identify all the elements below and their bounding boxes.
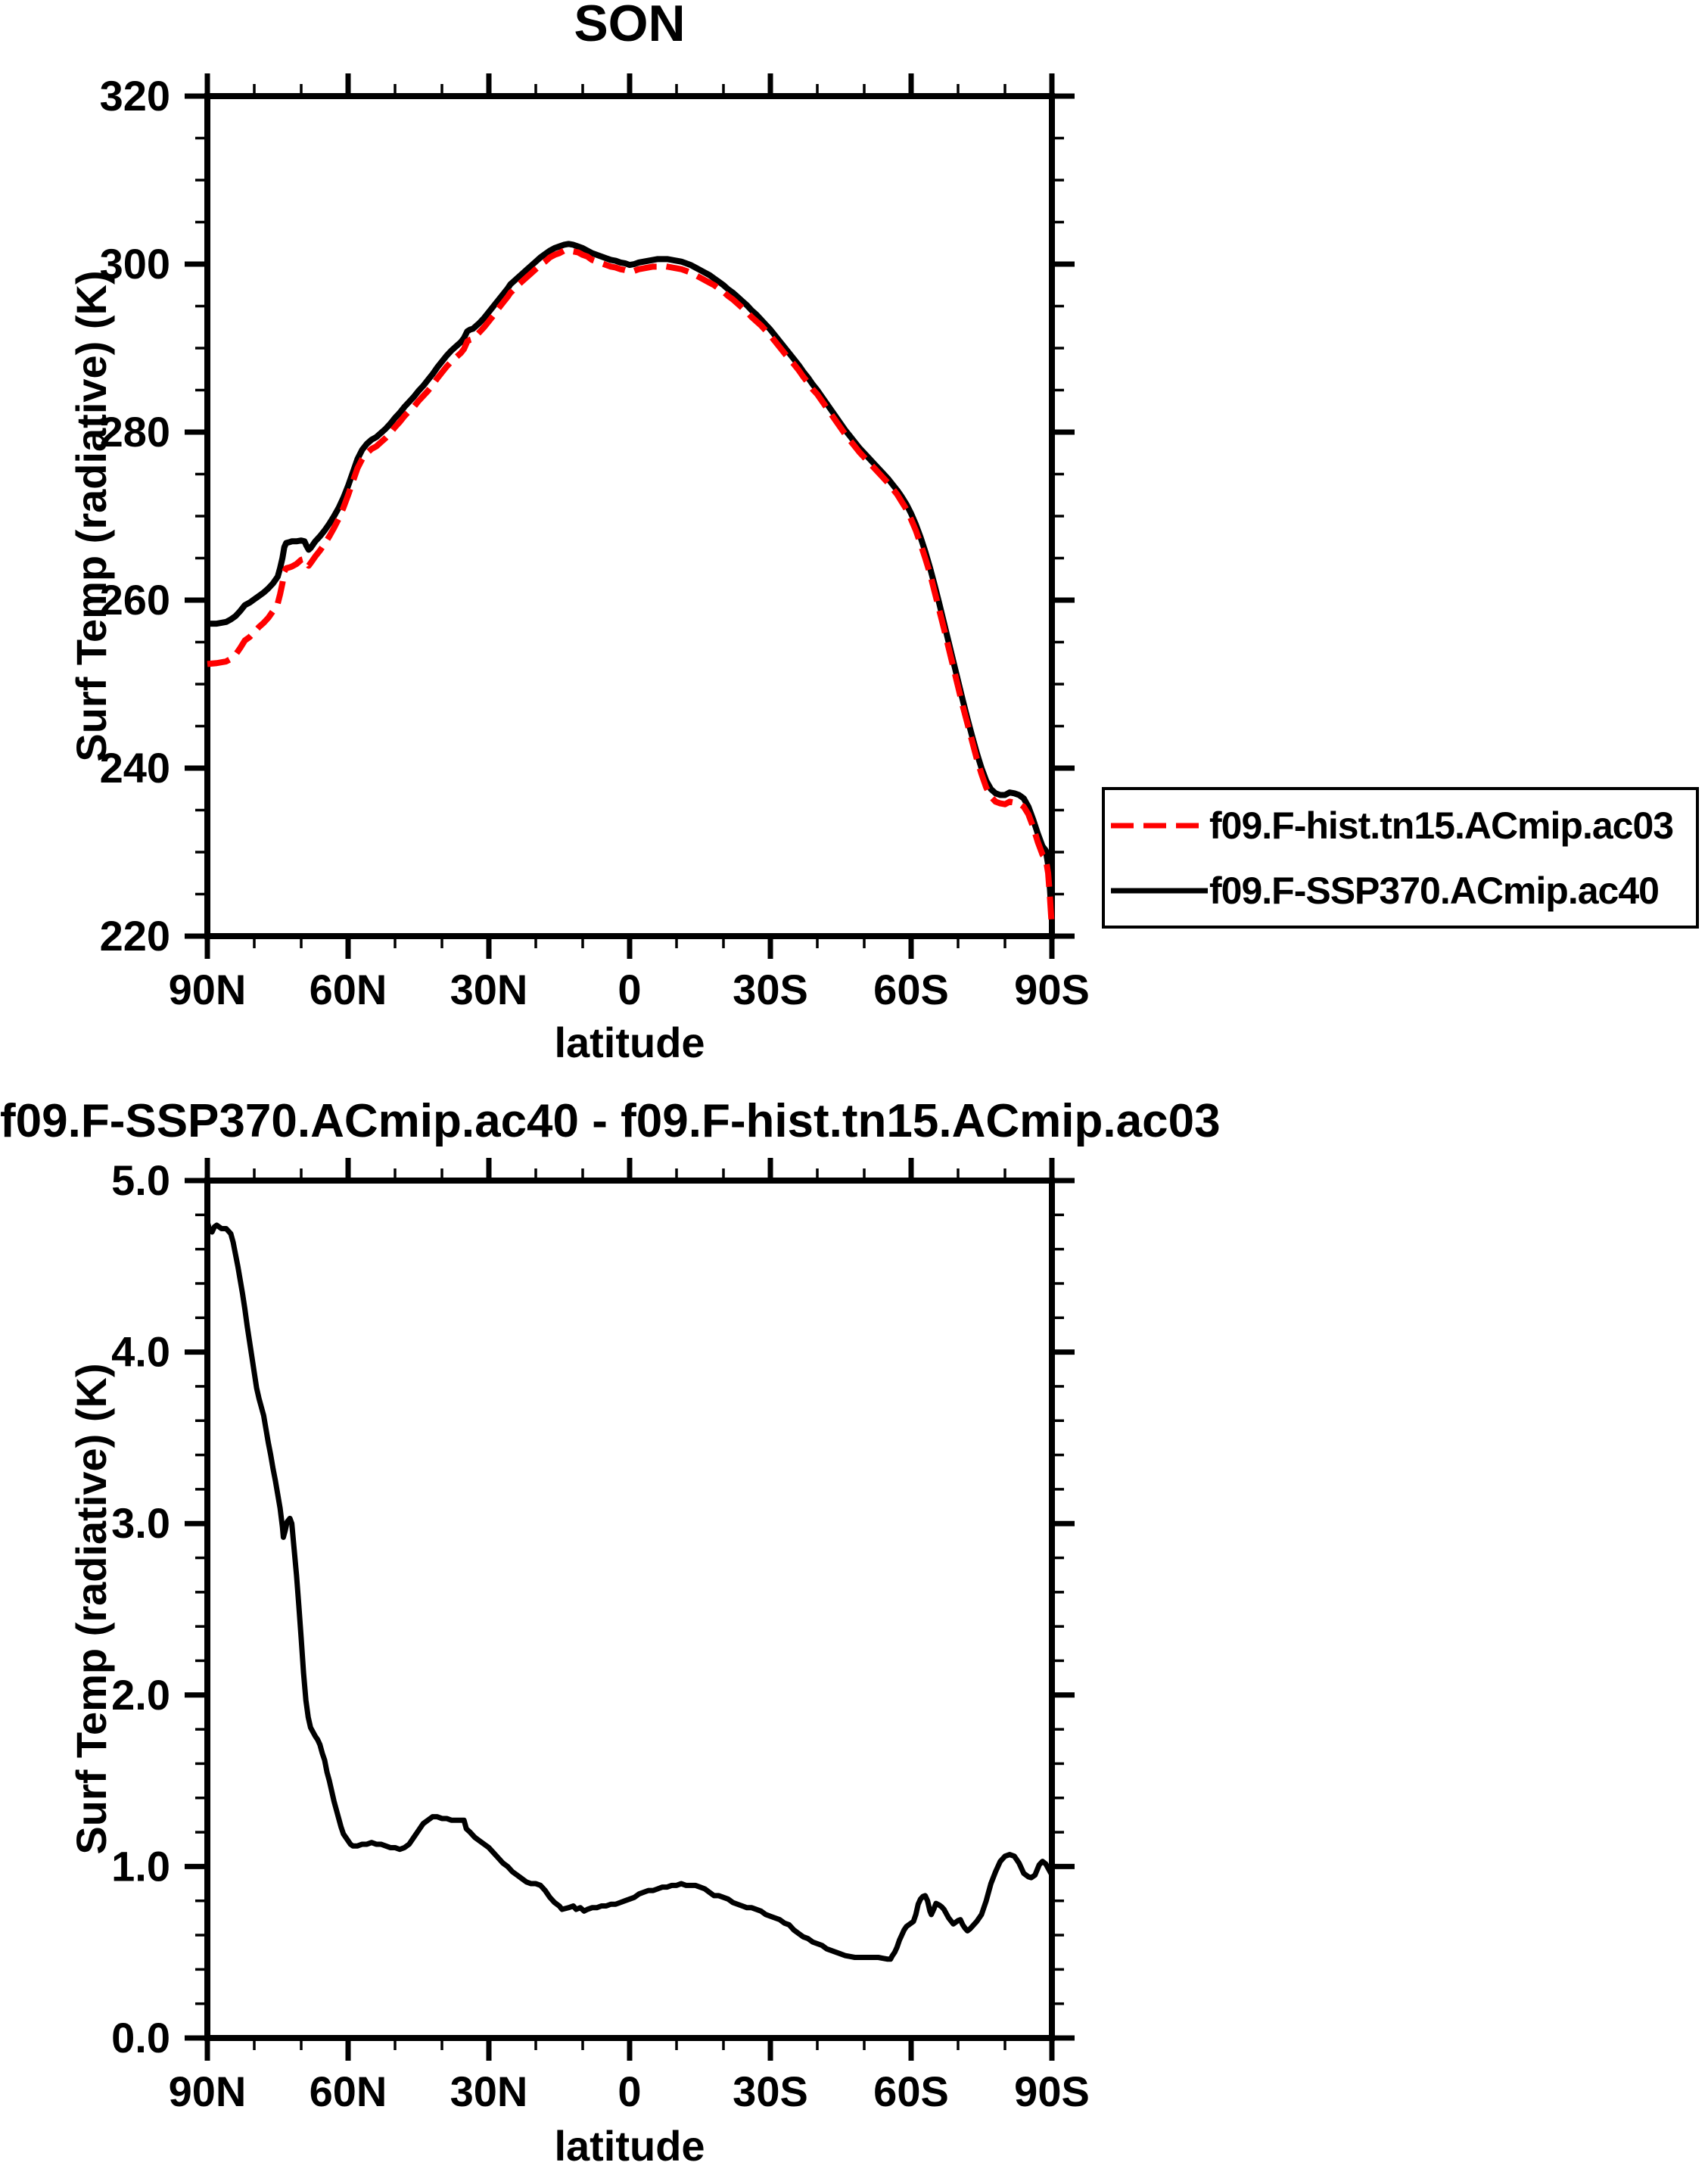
plot-frame — [207, 1181, 1052, 2038]
y-tick-label: 0.0 — [111, 2014, 170, 2061]
x-tick-label: 30N — [450, 966, 528, 1013]
x-tick-label: 90S — [1014, 2068, 1090, 2115]
series-line-f09-f-hist-tn15-acmip-ac03 — [207, 250, 1052, 928]
y-tick-label: 240 — [99, 744, 170, 792]
legend-label-hist: f09.F-hist.tn15.ACmip.ac03 — [1209, 804, 1674, 847]
top-y-axis-title: Surf Temp (radiative) (K) — [67, 270, 115, 762]
y-tick-label: 300 — [99, 240, 170, 288]
legend-solid-line-icon — [1109, 885, 1209, 896]
legend-item-ssp — [1105, 858, 1696, 923]
x-tick-label: 60N — [309, 2068, 387, 2115]
bottom-x-axis-title: latitude — [554, 2122, 705, 2170]
top-x-axis-title: latitude — [554, 1019, 705, 1066]
legend-dashed-line-icon — [1109, 820, 1209, 831]
x-tick-label: 60S — [873, 966, 949, 1013]
x-tick-label: 90N — [168, 2068, 247, 2115]
y-tick-label: 1.0 — [111, 1842, 170, 1890]
top-chart-title: SON — [574, 0, 686, 52]
y-tick-label: 4.0 — [111, 1327, 170, 1376]
series-line-f09-f-ssp370-acmip-ac40 — [207, 244, 1052, 920]
x-tick-label: 0 — [618, 966, 642, 1013]
x-tick-label: 60S — [873, 2068, 949, 2115]
x-tick-label: 90N — [168, 966, 247, 1013]
x-tick-label: 90S — [1014, 966, 1090, 1013]
legend-label-ssp: f09.F-SSP370.ACmip.ac40 — [1209, 869, 1659, 912]
bottom-chart-title: f09.F-SSP370.ACmip.ac40 - f09.F-hist.tn15.ACmip.ac03 — [0, 1095, 1221, 1147]
y-tick-label: 2.0 — [111, 1670, 170, 1719]
y-tick-label: 220 — [99, 912, 170, 960]
legend-item-hist — [1105, 793, 1696, 858]
y-tick-label: 3.0 — [111, 1499, 170, 1548]
x-tick-label: 0 — [618, 2068, 642, 2115]
x-tick-label: 30S — [733, 2068, 808, 2115]
x-tick-label: 30S — [733, 966, 808, 1013]
x-tick-label: 60N — [309, 966, 387, 1013]
legend — [1102, 787, 1699, 929]
y-tick-label: 260 — [99, 576, 170, 624]
bottom-y-axis-title: Surf Temp (radiative) (K) — [67, 1363, 115, 1855]
x-tick-label: 30N — [450, 2068, 528, 2115]
series-line-difference — [207, 1221, 1052, 1959]
y-tick-label: 280 — [99, 408, 170, 456]
y-tick-label: 320 — [99, 72, 170, 120]
y-tick-label: 5.0 — [111, 1156, 170, 1204]
